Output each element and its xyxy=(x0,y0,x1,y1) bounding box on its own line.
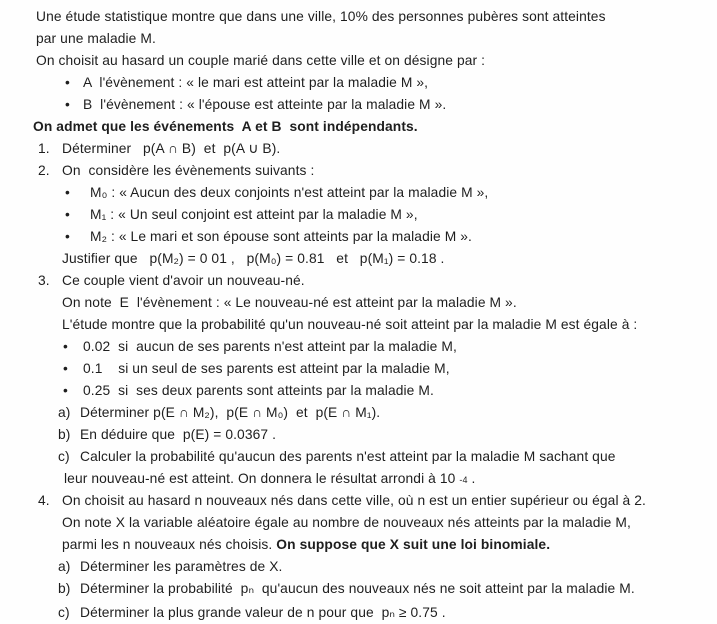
event-m2-bullet xyxy=(65,226,709,248)
event-b-text: B l'évènement : « l'épouse est atteinte par la maladie M ». xyxy=(83,97,447,112)
bullet-icon: • xyxy=(65,97,70,112)
intro-text: On choisit au hasard un couple marié dans cette ville et on désigne par : xyxy=(36,53,486,68)
question-3b-text: En déduire que p(E) = 0.0367 . xyxy=(80,427,277,442)
question-3c-line-2: leur nouveau-né est atteint. On donnera le résultat arrondi à 10 -4 . xyxy=(64,471,476,486)
bullet-icon: • xyxy=(65,229,70,244)
intro-text: Une étude statistique montre que dans une ville, 10% des personnes pubères sont atteintes xyxy=(36,9,606,24)
question-3a-text: Déterminer p(E ∩ M₂), p(E ∩ M₀) et p(E ∩ M₁). xyxy=(80,405,381,420)
question-1-text: Déterminer p(A ∩ B) et p(A ∪ B). xyxy=(62,141,281,156)
intro-text: par une maladie M. xyxy=(36,31,156,46)
event-a-text: A l'évènement : « le mari est atteint par la maladie M », xyxy=(83,75,429,90)
question-4-number: 4. xyxy=(38,493,50,508)
probability-bullet-2-text: 0.1 si un seul de ses parents est atteint par la maladie M, xyxy=(83,361,450,376)
question-3b-letter: b) xyxy=(58,427,71,442)
event-a-bullet xyxy=(65,72,709,94)
question-4c xyxy=(58,602,709,624)
binomial-statement: On suppose que X suit une loi binomiale. xyxy=(276,537,551,552)
question-4-line-2: On note X la variable aléatoire égale au nombre de nouveaux nés atteints par la maladie M, xyxy=(62,515,631,530)
event-m1-bullet xyxy=(65,204,709,226)
question-4-text: On choisit au hasard n nouveaux nés dans cette ville, où n est un entier supérieur ou égal à 2. xyxy=(62,493,646,508)
question-4b xyxy=(58,578,709,600)
event-m1-text: M₁ : « Un seul conjoint est atteint par la maladie M », xyxy=(90,207,418,222)
event-m2-text: M₂ : « Le mari et son épouse sont atteints par la maladie M ». xyxy=(90,229,472,244)
question-1-number: 1. xyxy=(38,141,50,156)
question-2 xyxy=(38,160,709,182)
question-3-number: 3. xyxy=(38,273,50,288)
question-4-line-3: parmi les n nouveaux nés choisis. On suppose que X suit une loi binomiale. xyxy=(62,534,709,556)
bullet-icon: • xyxy=(63,383,68,398)
question-3b xyxy=(58,424,709,446)
bullet-icon: • xyxy=(65,75,70,90)
question-1 xyxy=(38,138,709,160)
question-4c-letter: c) xyxy=(58,605,70,620)
question-4a-text: Déterminer les paramètres de X. xyxy=(80,559,283,574)
probability-bullet-3 xyxy=(63,380,709,402)
question-3a-letter: a) xyxy=(58,405,71,420)
bullet-icon: • xyxy=(63,339,68,354)
question-2-text: On considère les évènements suivants : xyxy=(62,163,315,178)
event-m0-text: M₀ : « Aucun des deux conjoints n'est atteint par la maladie M », xyxy=(90,185,489,200)
question-4b-text: Déterminer la probabilité pₙ qu'aucun des nouveaux nés ne soit atteint par la maladie M. xyxy=(80,581,635,596)
independence-statement: On admet que les événements A et B sont indépendants. xyxy=(33,119,418,134)
question-4b-letter: b) xyxy=(58,581,71,596)
question-2-number: 2. xyxy=(38,163,50,178)
question-3 xyxy=(38,270,709,292)
probability-bullet-2 xyxy=(63,358,709,380)
intro-line-3 xyxy=(36,50,709,72)
question-2-justify: Justifier que p(M₂) = 0 01 , p(M₀) = 0.81 et p(M₁) = 0.18 . xyxy=(62,251,445,266)
question-3c-letter: c) xyxy=(58,449,70,464)
question-3-text: Ce couple vient d'avoir un nouveau-né. xyxy=(62,273,305,288)
bullet-icon: • xyxy=(63,361,68,376)
question-3-line-2: On note E l'évènement : « Le nouveau-né est atteint par la maladie M ». xyxy=(62,295,517,310)
question-3a xyxy=(58,402,709,424)
question-4a xyxy=(58,556,709,578)
question-3-line-3: L'étude montre que la probabilité qu'un nouveau-né soit atteint par la maladie M est égale à : xyxy=(62,317,638,332)
bullet-icon: • xyxy=(65,207,70,222)
intro-line-1 xyxy=(36,6,709,28)
intro-line-2 xyxy=(36,28,709,50)
question-3c xyxy=(58,446,709,468)
probability-bullet-1 xyxy=(63,336,709,358)
question-3c-text: Calculer la probabilité qu'aucun des parents n'est atteint par la maladie M sachant que xyxy=(80,449,616,464)
event-b-bullet xyxy=(65,94,709,116)
probability-bullet-1-text: 0.02 si aucun de ses parents n'est atteint par la maladie M, xyxy=(83,339,457,354)
question-4 xyxy=(38,490,709,512)
bullet-icon: • xyxy=(65,185,70,200)
question-4c-text: Déterminer la plus grande valeur de n pour que pₙ ≥ 0.75 . xyxy=(80,605,446,620)
question-4a-letter: a) xyxy=(58,559,71,574)
event-m0-bullet xyxy=(65,182,709,204)
probability-bullet-3-text: 0.25 si ses deux parents sont atteints par la maladie M. xyxy=(83,383,434,398)
